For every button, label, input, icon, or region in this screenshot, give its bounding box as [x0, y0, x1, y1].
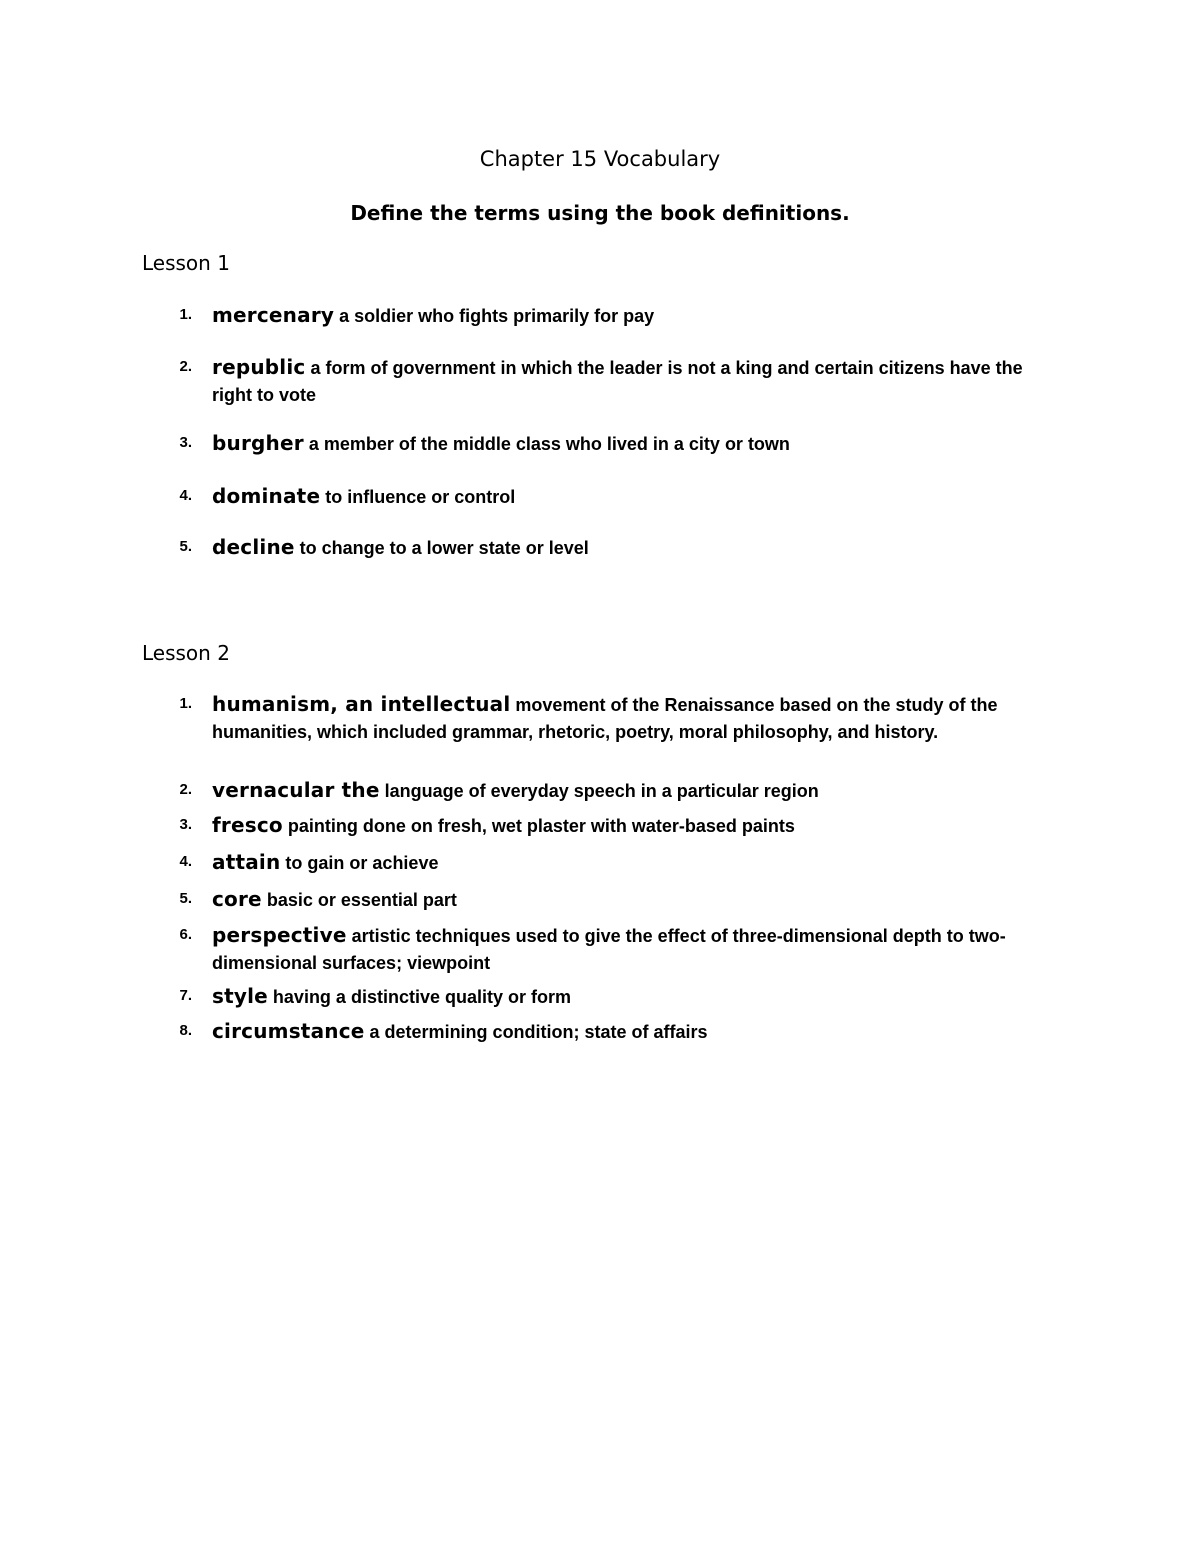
vocab-definition: a soldier who fights primarily for pay [334, 306, 655, 326]
item-number: 4. [179, 853, 192, 870]
vocab-entry [212, 302, 1062, 330]
item-number: 1. [179, 695, 192, 712]
vocab-term: mercenary [212, 303, 335, 327]
vocab-entry [212, 777, 1062, 805]
vocab-definition: painting done on fresh, wet plaster with water-based paints [282, 816, 795, 836]
item-number: 1. [179, 306, 192, 323]
lesson-1-heading: Lesson 1 [142, 251, 230, 275]
vocab-definition: artistic techniques used to give the effect of three-dimensional depth to two-dimensional surfaces; viewpoint [212, 926, 1006, 973]
vocab-term: decline [212, 535, 295, 559]
vocab-entry [212, 483, 1062, 511]
vocab-entry [212, 812, 1062, 840]
vocab-definition: a form of government in which the leader is not a king and certain citizens have the right to vote [212, 358, 1023, 405]
vocab-term: perspective [212, 923, 347, 947]
vocab-entry [212, 691, 1062, 746]
vocab-term: vernacular the [212, 778, 380, 802]
item-number: 2. [179, 358, 192, 375]
item-number: 4. [179, 487, 192, 504]
vocab-entry [212, 1018, 1062, 1046]
item-number: 3. [179, 434, 192, 451]
vocab-term: humanism, an intellectual [212, 692, 511, 716]
vocab-entry [212, 849, 1062, 877]
item-number: 6. [179, 926, 192, 943]
vocab-definition: a member of the middle class who lived in a city or town [303, 434, 790, 454]
vocab-term: style [212, 984, 268, 1008]
vocab-term: dominate [212, 484, 321, 508]
item-number: 5. [179, 538, 192, 555]
vocab-term: attain [212, 850, 281, 874]
item-number: 2. [179, 781, 192, 798]
vocab-definition: to gain or achieve [280, 853, 439, 873]
vocab-entry [212, 983, 1062, 1011]
vocab-term: core [212, 887, 262, 911]
page-title: Chapter 15 Vocabulary [479, 147, 721, 171]
vocab-definition: a determining condition; state of affairs [364, 1022, 708, 1042]
vocab-entry [212, 922, 1062, 977]
vocab-term: circumstance [212, 1019, 365, 1043]
vocab-definition: language of everyday speech in a particular region [379, 781, 819, 801]
item-number: 3. [179, 816, 192, 833]
vocab-definition: to change to a lower state or level [294, 538, 589, 558]
item-number: 8. [179, 1022, 192, 1039]
vocab-term: republic [212, 355, 306, 379]
vocab-definition: basic or essential part [261, 890, 457, 910]
vocab-term: burgher [212, 431, 304, 455]
item-number: 7. [179, 987, 192, 1004]
item-number: 5. [179, 890, 192, 907]
instructions: Define the terms using the book definitions. [350, 201, 850, 225]
vocab-entry [212, 534, 1062, 562]
vocab-entry [212, 886, 1062, 914]
vocab-entry [212, 354, 1062, 409]
vocab-definition: to influence or control [320, 487, 516, 507]
vocab-term: fresco [212, 813, 283, 837]
lesson-2-heading: Lesson 2 [142, 641, 230, 665]
vocab-entry [212, 430, 1062, 458]
vocab-definition: movement of the Renaissance based on the study of the humanities, which included grammar, rhetoric, poetry, moral philosophy, and history. [212, 695, 998, 742]
vocab-definition: having a distinctive quality or form [267, 987, 571, 1007]
